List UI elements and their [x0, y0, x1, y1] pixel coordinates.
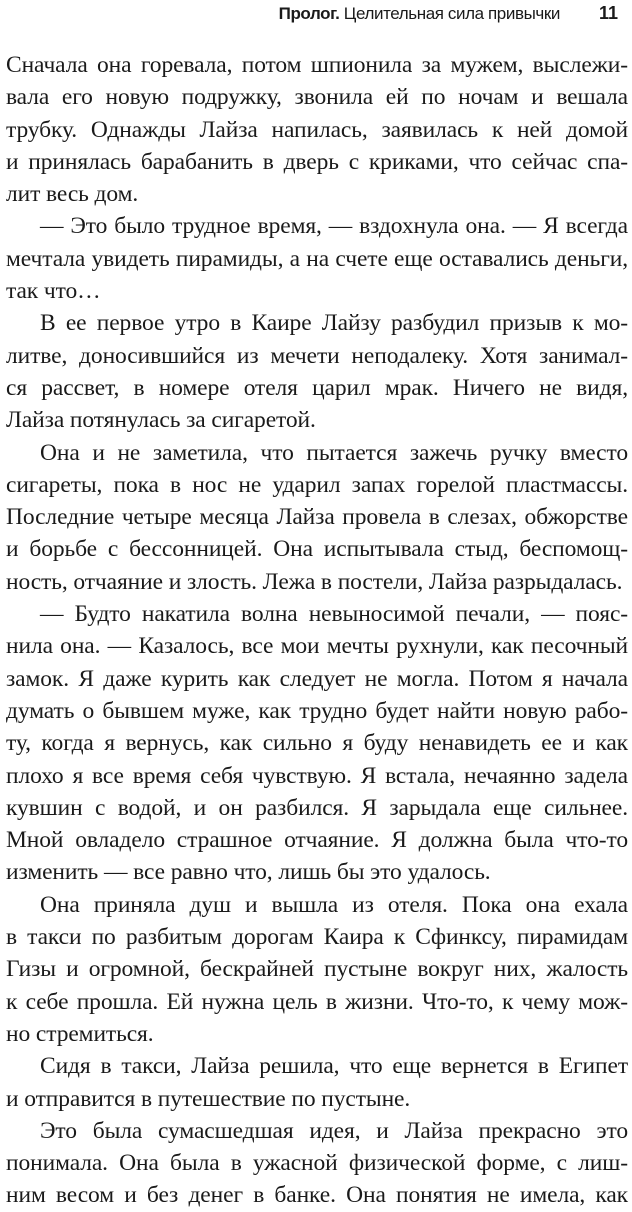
- text-line: ность, отчаяние и злость. Лежа в постели, Лайза разрыдалась.: [6, 568, 623, 595]
- text-line: Последние четыре месяца Лайза провела в слезах, обжорстве: [6, 504, 628, 531]
- text-line: ся рассвет, в номере отеля царил мрак. Ничего не видя,: [6, 374, 628, 401]
- running-title: [279, 4, 560, 24]
- text-line: изменить — все равно что, лишь бы это удалось.: [6, 859, 491, 886]
- text-line: литве, доносившийся из мечети неподалеку. Хотя занимал-: [6, 342, 628, 369]
- text-line: ним весом и без денег в банке. Она понятия не имела, как: [6, 1182, 628, 1209]
- text-line: трубку. Однажды Лайза напилась, заявилась к ней домой: [6, 116, 628, 143]
- text-line: сигареты, пока в нос не ударил запах горелой пластмассы.: [6, 471, 628, 498]
- text-line: нила она. — Казалось, все мои мечты рухнули, как песочный: [6, 633, 628, 660]
- running-header: [0, 0, 632, 32]
- text-line: вала его новую подружку, звонила ей по ночам и вешала: [6, 84, 628, 111]
- text-line: Она приняла душ и вышла из отеля. Пока она ехала: [40, 891, 628, 918]
- text-line: Мной овладело страшное отчаяние. Я должна была что-то: [6, 827, 628, 854]
- text-line: но стремиться.: [6, 1020, 154, 1047]
- text-line: плохо я все время себя чувствую. Я встала, нечаянно задела: [6, 762, 628, 789]
- body-text: [6, 49, 628, 1212]
- text-line: к себе прошла. Ей нужна цель в жизни. Что-то, к чему мож-: [6, 988, 628, 1015]
- text-line: Сидя в такси, Лайза решила, что еще вернется в Египет: [40, 1053, 628, 1080]
- text-line: — Будто накатила волна невыносимой печали, — пояс-: [40, 601, 628, 628]
- text-line: — Это было трудное время, — вздохнула она. — Я всегда: [40, 213, 628, 240]
- text-line: и борьбе с бессонницей. Она испытывала стыд, беспомощ-: [6, 536, 628, 563]
- section-label: Пролог.: [278, 4, 340, 23]
- text-line: Лайза потянулась за сигаретой.: [6, 407, 316, 434]
- text-line: Она и не заметила, что пытается зажечь ручку вместо: [40, 439, 628, 466]
- text-line: думать о бывшем муже, как трудно будет найти новую рабо-: [6, 697, 628, 724]
- text-line: так что…: [6, 278, 101, 305]
- text-line: ту, когда я вернусь, как сильно я буду ненавидеть ее и как: [6, 730, 628, 757]
- text-line: и принялась барабанить в дверь с криками, что сейчас спа-: [6, 148, 628, 175]
- text-line: понимала. Она была в ужасной физической форме, с лиш-: [6, 1150, 628, 1177]
- text-line: и отправится в путешествие по пустыне.: [6, 1085, 411, 1112]
- text-line: замок. Я даже курить как следует не могла. Потом я начала: [6, 665, 628, 692]
- text-line: лит весь дом.: [6, 181, 139, 208]
- page-number: 11: [598, 3, 618, 23]
- text-line: Сначала она горевала, потом шпионила за мужем, выслежи-: [6, 52, 628, 78]
- text-line: мечтала увидеть пирамиды, а на счете еще оставались деньги,: [6, 245, 628, 272]
- text-line: Гизы и огромной, бескрайней пустыне вокруг них, жалость: [6, 956, 628, 983]
- text-line: в такси по разбитым дорогам Каира к Сфинксу, пирамидам: [6, 924, 628, 951]
- text-line: В ее первое утро в Каире Лайзу разбудил призыв к мо-: [40, 310, 628, 337]
- text-line: Это была сумасшедшая идея, и Лайза прекрасно это: [40, 1117, 628, 1144]
- text-line: кувшин с водой, и он разбился. Я зарыдала еще сильнее.: [6, 794, 628, 821]
- chapter-title: Целительная сила привычки: [343, 4, 560, 23]
